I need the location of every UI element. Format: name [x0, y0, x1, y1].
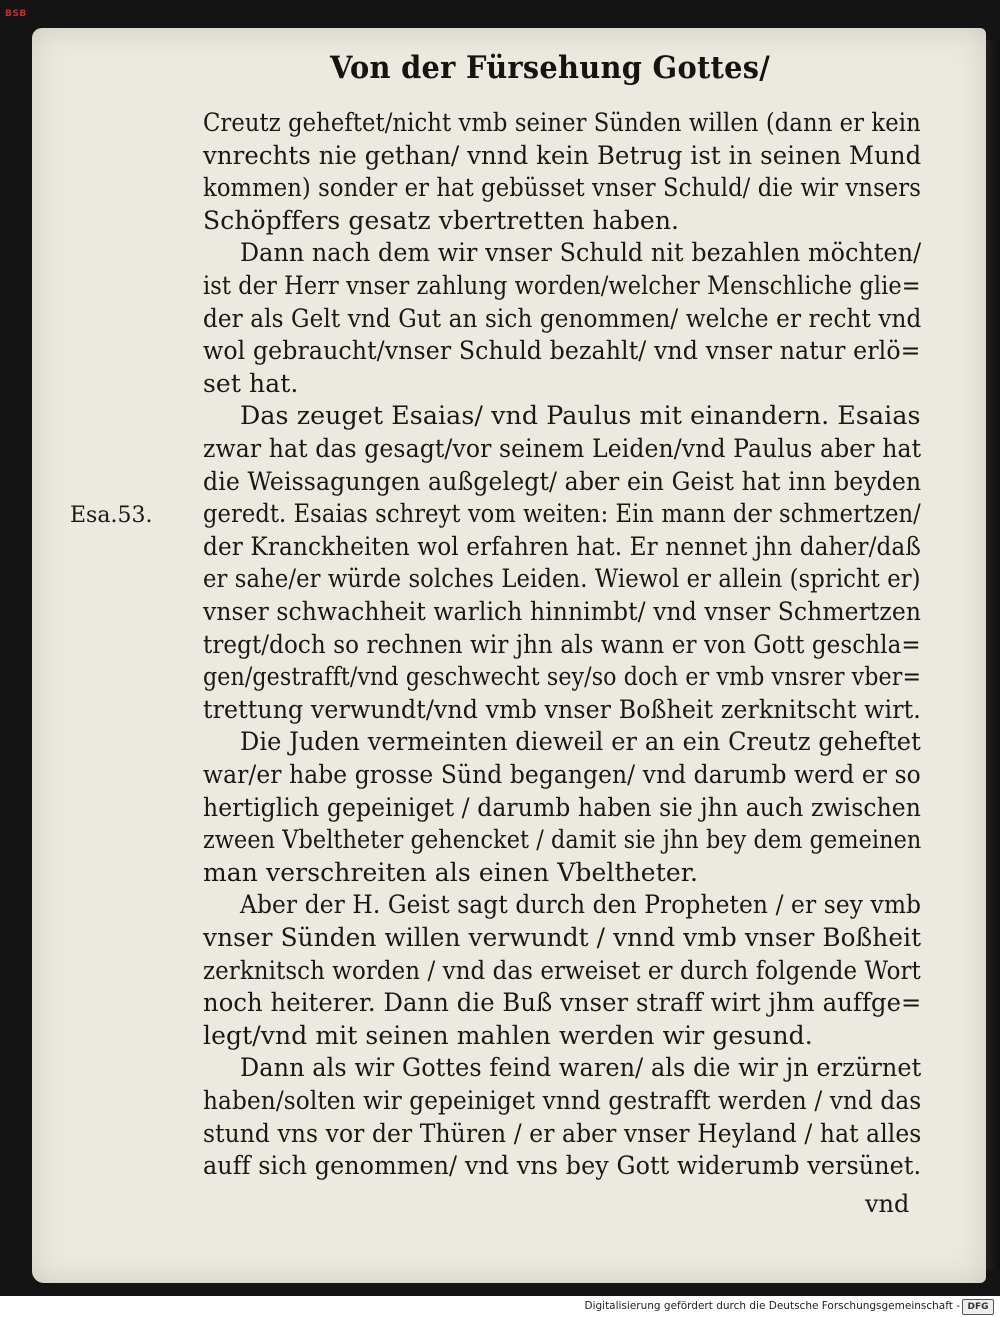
text-line: man verschreiten als einen Vbeltheter. — [203, 857, 699, 887]
text-line: legt/vnd mit seinen mahlen werden wir gesund. — [203, 1020, 813, 1050]
text-line: vnser schwachheit warlich hinnimbt/ vnd vnser Schmertzen — [203, 597, 921, 626]
text-line: vnser Sünden willen verwundt / vnnd vmb vnser Boßheit — [203, 923, 922, 952]
text-line: er sahe/er würde solches Leiden. Wiewol er allein (spricht er) — [203, 564, 921, 594]
text-line: der Kranckheiten wol erfahren hat. Er nennet jhn daher/daß — [203, 531, 921, 561]
text-line: stund vns vor der Thüren / er aber vnser Heyland / hat alles — [203, 1118, 922, 1148]
footer-credit: Digitalisierung gefördert durch die Deutsche Forschungsgemeinschaft - — [584, 1300, 960, 1312]
text-line: set hat. — [203, 368, 299, 398]
text-line: Das zeuget Esaias/ vnd Paulus mit einandern. Esaias — [240, 401, 921, 431]
text-line: noch heiterer. Dann die Buß vnser straff wirt jhm auffge= — [203, 988, 922, 1018]
text-line: trettung verwundt/vnd vmb vnser Boßheit zerknitscht wirt. — [203, 694, 921, 724]
text-line: war/er habe grosse Sünd begangen/ vnd darumb werd er so — [203, 760, 921, 789]
text-line: Dann nach dem wir vnser Schuld nit bezahlen möchten/ — [240, 238, 922, 268]
text-line: kommen) sonder er hat gebüsset vnser Schuld/ die wir vnsers — [203, 173, 921, 203]
text-line: auff sich genommen/ vnd vns bey Gott widerumb versünet. — [203, 1151, 922, 1181]
text-line: zwar hat das gesagt/vor seinem Leiden/vnd Paulus aber hat — [203, 434, 922, 463]
text-line: Die Juden vermeinten dieweil er an ein Creutz geheftet — [240, 727, 921, 757]
text-line: geredt. Esaias schreyt vom weiten: Ein mann der schmertzen/ — [203, 499, 921, 529]
text-line: haben/solten wir gepeiniget vnnd gestrafft werden / vnd das — [203, 1086, 922, 1115]
text-line: hertiglich gepeiniget / darumb haben sie jhn auch zwischen — [203, 792, 921, 822]
text-line: Schöpffers gesatz vbertretten haben. — [203, 205, 680, 235]
text-line: vnrechts nie gethan/ vnnd kein Betrug ist in seinen Mund — [203, 140, 922, 170]
text-line: zween Vbeltheter gehencket / damit sie jhn bey dem gemeinen — [203, 825, 922, 855]
text-line: ist der Herr vnser zahlung worden/welcher Menschliche glie= — [203, 271, 921, 300]
text-line: die Weissagungen außgelegt/ aber ein Geist hat inn beyden — [203, 466, 922, 496]
page-header: Von der Fürsehung Gottes/ — [330, 50, 771, 86]
text-line: tregt/doch so rechnen wir jhn als wann er von Gott geschla= — [203, 629, 921, 659]
text-line: der als Gelt vnd Gut an sich genommen/ welche er recht vnd — [203, 303, 922, 333]
text-line: Aber der H. Geist sagt durch den Propheten / er sey vmb — [240, 890, 922, 920]
text-line: gen/gestrafft/vnd geschwecht sey/so doch er vmb vnsrer vber= — [203, 662, 922, 692]
text-line: zerknitsch worden / vnd das erweiset er durch folgende Wort — [203, 955, 921, 985]
dfg-logo-icon: DFG — [962, 1299, 994, 1315]
catchword: vnd — [865, 1190, 910, 1218]
library-mark: BSB — [5, 9, 27, 19]
text-line: Creutz geheftet/nicht vmb seiner Sünden willen (dann er kein — [203, 108, 921, 137]
text-line: Dann als wir Gottes feind waren/ als die wir jn erzürnet — [240, 1053, 922, 1083]
margin-note: Esa.53. — [70, 503, 153, 528]
text-line: wol gebraucht/vnser Schuld bezahlt/ vnd vnser natur erlö= — [203, 336, 921, 366]
